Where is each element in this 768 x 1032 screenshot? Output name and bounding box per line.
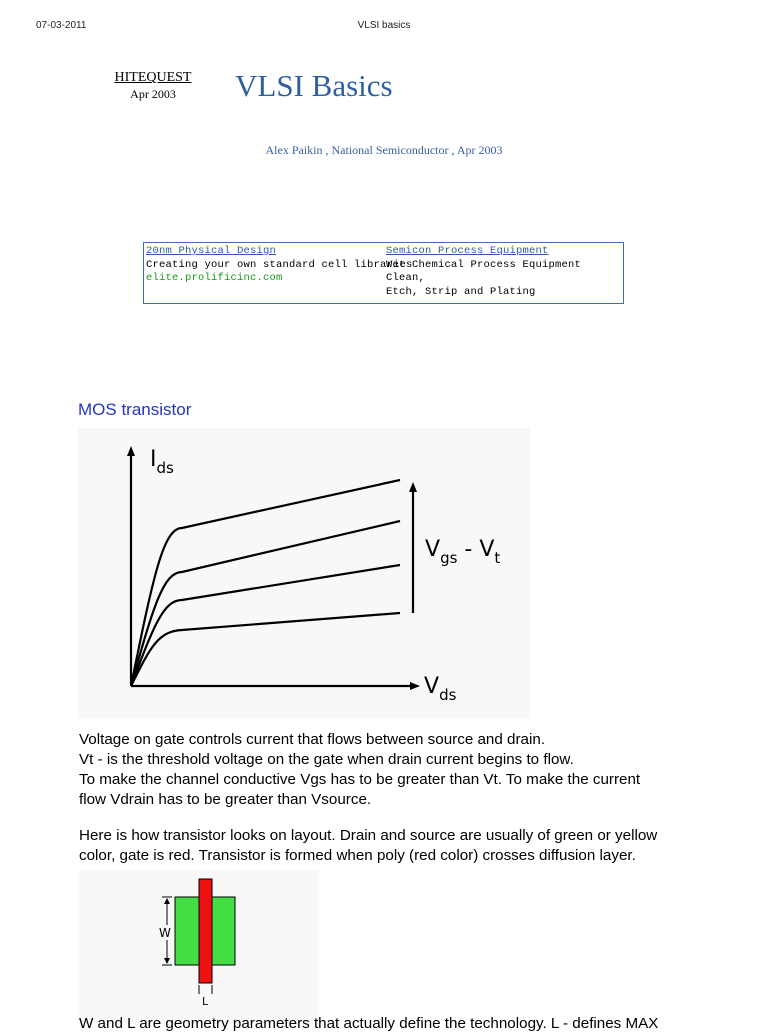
- ad-box: [143, 242, 624, 304]
- hitequest-link[interactable]: HITEQUEST: [114, 70, 192, 85]
- ad-description: Wet Chemical Process Equipment Clean,: [386, 258, 582, 284]
- x-axis-label: $V_{ds}$: [424, 674, 457, 704]
- w-arrow-down-icon: [164, 958, 170, 964]
- hitequest-date: Apr 2003: [130, 87, 176, 101]
- ad-left: [146, 245, 413, 286]
- para-line: flow Vdrain has to be greater than Vsource.: [79, 791, 372, 808]
- y-axis-label: $I_{ds}$: [150, 447, 174, 477]
- ad-link-physical-design[interactable]: 20nm Physical Design: [146, 245, 277, 257]
- header-date: 07-03-2011: [36, 20, 87, 31]
- l-label: L: [202, 995, 209, 1008]
- transistor-layout-figure: [79, 870, 319, 1024]
- ad-url[interactable]: elite.prolificinc.com: [146, 272, 283, 284]
- param-arrow-icon: [409, 482, 417, 492]
- author-line: Alex Paikin , National Semiconductor , Apr 2003: [265, 143, 503, 157]
- w-arrow-up-icon: [164, 898, 170, 904]
- ad-description: Creating your own standard cell libraries: [146, 258, 413, 271]
- para-line: Here is how transistor looks on layout. Drain and source are usually of green or yellow: [79, 827, 658, 844]
- x-axis-arrow-icon: [410, 682, 420, 690]
- para-line: Vt - is the threshold voltage on the gate when drain current begins to flow.: [79, 751, 574, 768]
- transistor-layout-svg: [79, 870, 319, 1024]
- mos-iv-graph: [78, 428, 530, 718]
- header-doc-title: VLSI basics: [357, 20, 411, 31]
- poly-gate: [199, 879, 212, 983]
- ad-link-semicon-equipment[interactable]: Semicon Process Equipment: [386, 245, 549, 257]
- mos-iv-svg: [78, 428, 530, 718]
- w-label: W: [159, 926, 171, 940]
- paragraph-layout: [79, 826, 729, 866]
- param-label: $V_{gs} - V_t$: [425, 537, 501, 567]
- curve-3: [131, 565, 400, 686]
- curve-1: [131, 480, 400, 686]
- para-line: Voltage on gate controls current that flows between source and drain.: [79, 731, 546, 748]
- para-line: color, gate is red. Transistor is formed when poly (red color) crosses diffusion layer.: [79, 847, 636, 864]
- page-title: VLSI Basics: [235, 68, 393, 103]
- para-line: To make the channel conductive Vgs has to be greater than Vt. To make the current: [79, 771, 641, 788]
- ad-right: [386, 245, 623, 299]
- cutoff-text-line: W and L are geometry parameters that actually define the technology. L - defines MAX: [79, 1015, 659, 1032]
- paragraph-gate-control: [79, 730, 729, 810]
- ad-description: Etch, Strip and Plating: [386, 285, 536, 298]
- y-axis-arrow-icon: [127, 446, 135, 456]
- curve-4: [131, 613, 400, 686]
- section-title: MOS transistor: [78, 400, 192, 419]
- hitequest-block: [108, 70, 198, 102]
